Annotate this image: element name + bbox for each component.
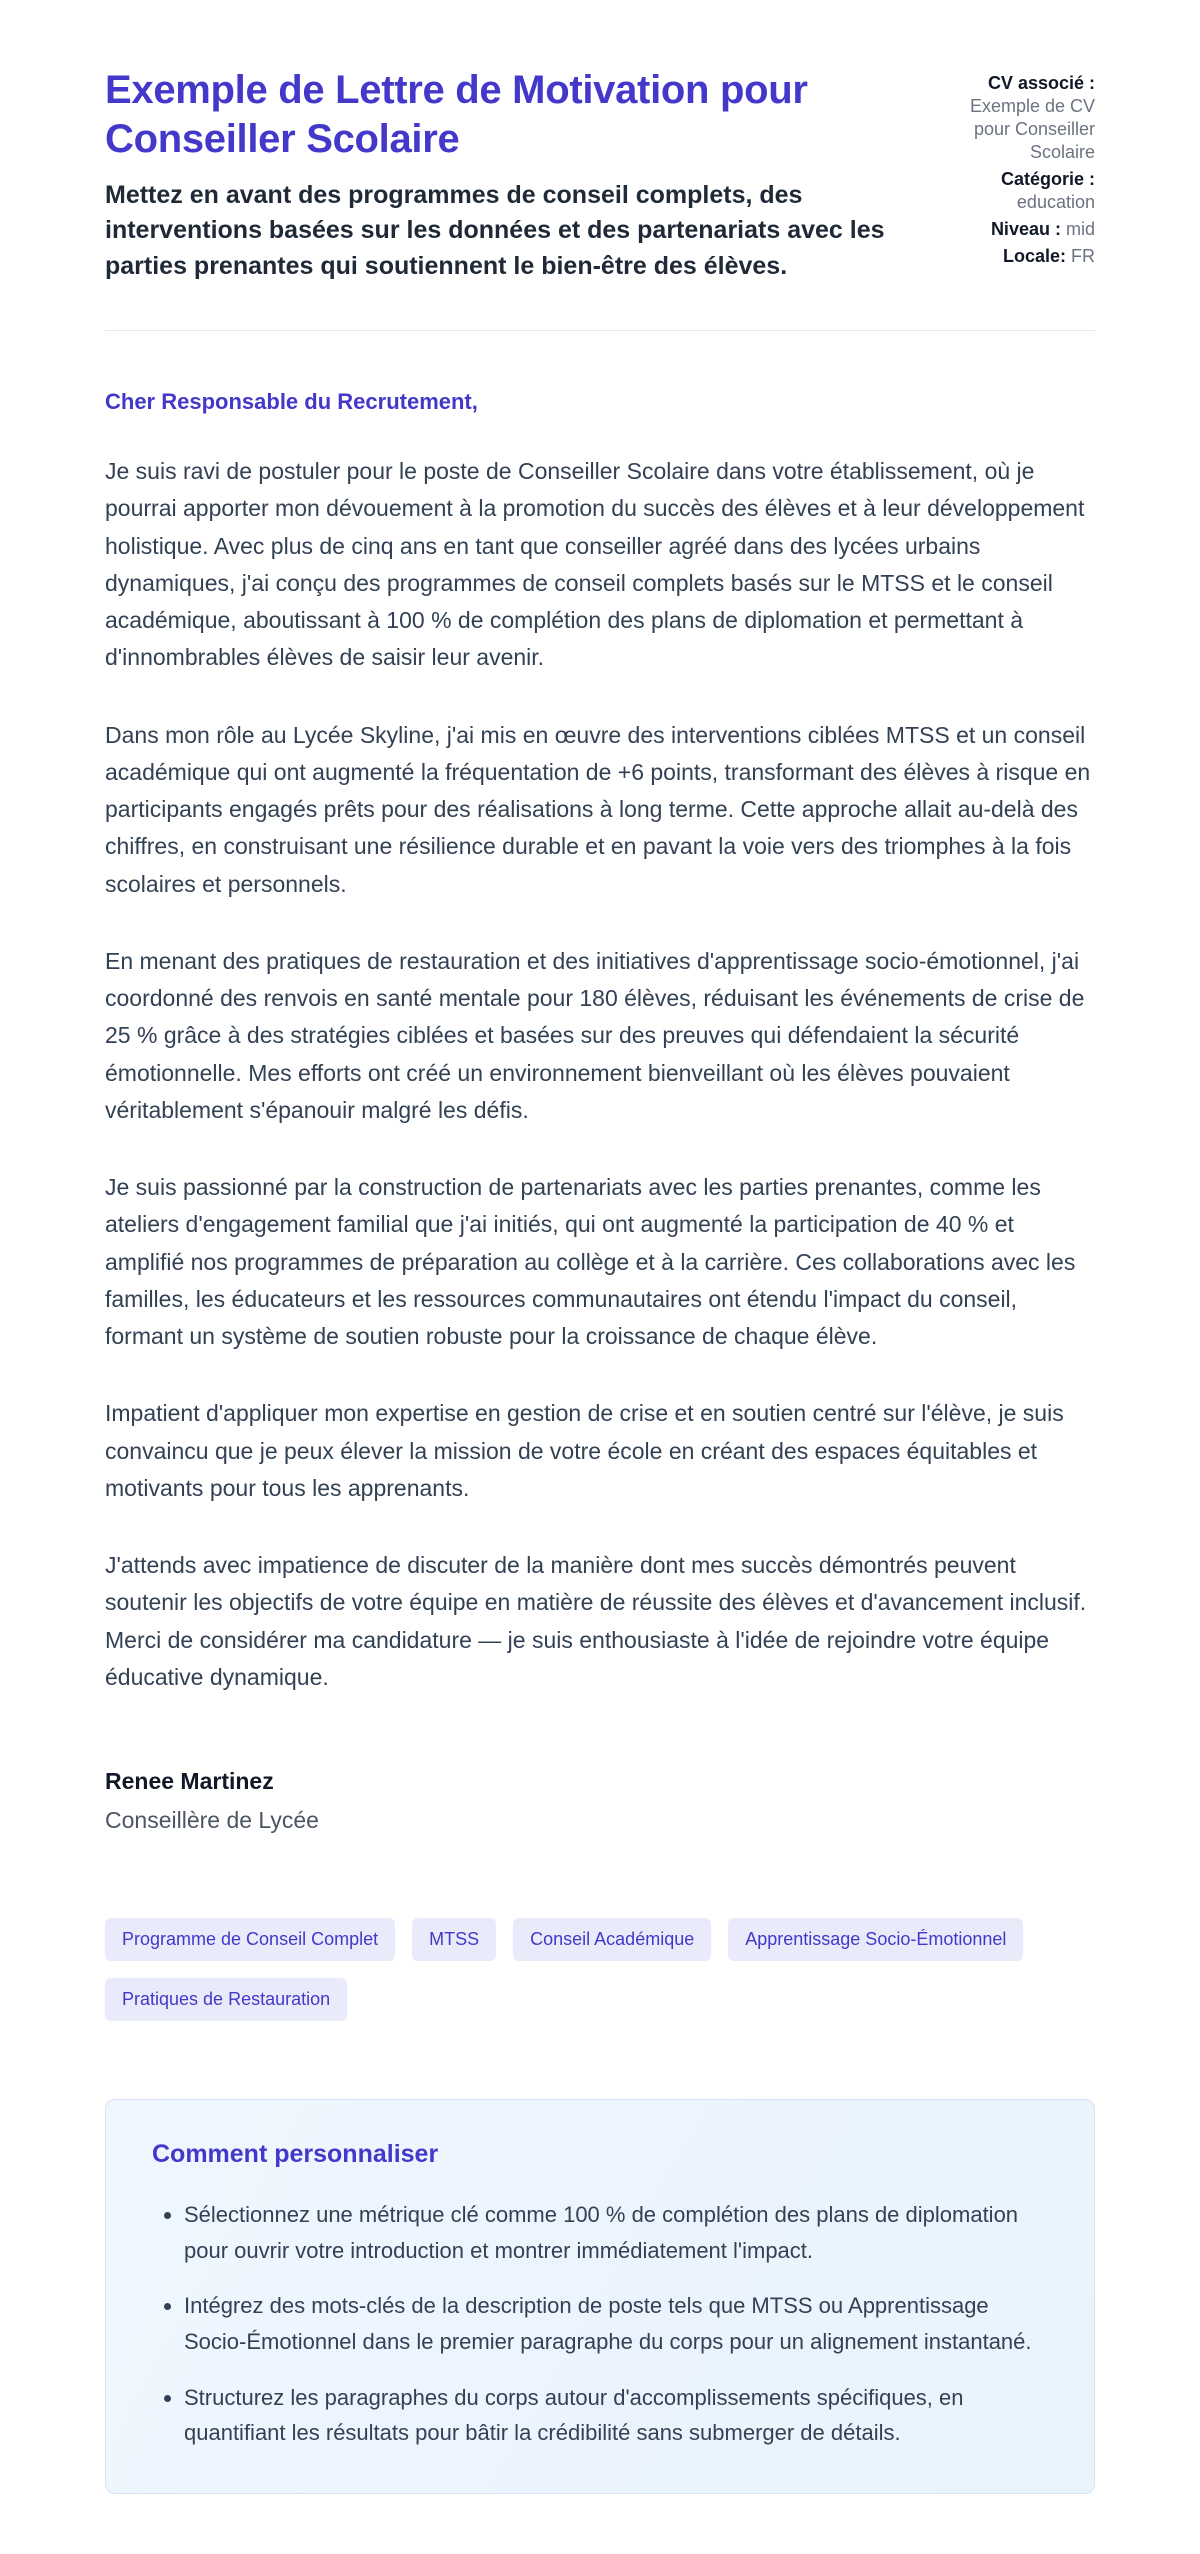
tag-chip[interactable]: Programme de Conseil Complet [105, 1918, 395, 1961]
meta-category-label: Catégorie : [1000, 169, 1095, 190]
tips-list-item: • Structurez les paragraphes du corps autour d'accomplissements spécifiques, en quantifiant les résultats pour bâtir la crédibilité sans submerger de détails. [184, 2380, 1048, 2451]
letter-greeting: Cher Responsable du Recrutement, [105, 389, 478, 415]
tag-chip[interactable]: Pratiques de Restauration [105, 1978, 347, 2021]
letter-paragraph: J'attends avec impatience de discuter de la manière dont mes succès démontrés peuvent soutenir les objectifs de votre équipe en matière de réussite des élèves et d'avancement inclusif. Merci de considérer ma candidature — je suis enthousiaste à l'idée de rejoindre votre équipe éducative dynamique. [105, 1552, 1087, 1690]
customization-tips-callout [105, 2099, 1095, 2494]
meta-locale-label: Locale: [1002, 246, 1066, 267]
signature-name: Renee Martinez [105, 1768, 274, 1795]
header [105, 66, 1095, 284]
letter-paragraph: En menant des pratiques de restauration et des initiatives d'apprentissage socio-émotionnel, j'ai coordonné des renvois en santé mentale pour 180 élèves, réduisant les événements de crise de 25 % grâce à des stratégies ciblées et basées sur des preuves qui défendaient la sécurité émotionnelle. Mes efforts ont créé un environnement bienveillant où les élèves pouvaient véritablement s'épanouir malgré les défis. [105, 947, 1085, 1123]
meta-cv-value: Exemple de CV pour Conseiller Scolaire [969, 96, 1095, 163]
meta-level [937, 218, 1095, 241]
letter-paragraph: Je suis ravi de postuler pour le poste de Conseiller Scolaire dans votre établissement, où je pourrai apporter mon dévouement à la promotion du succès des élèves et à leur développement holistique. Avec plus de cinq ans en tant que conseiller agréé dans des lycées urbains dynamiques, j'ai conçu des programmes de conseil complets basés sur le MTSS et le conseil académique, aboutissant à 100 % de complétion des plans de diplomation et permettant à d'innombrables élèves de saisir leur avenir. [105, 458, 1085, 671]
page-title: Exemple de Lettre de Motivation pour Conseiller Scolaire [105, 68, 808, 161]
tips-list-item: • Sélectionnez une métrique clé comme 100 % de complétion des plans de diplomation pour ouvrir votre introduction et montrer immédiatement l'impact. [184, 2197, 1048, 2268]
tips-list-item: • Intégrez des mots-clés de la description de poste tels que MTSS ou Apprentissage Socio-Émotionnel dans le premier paragraphe du corps pour un alignement instantané. [184, 2288, 1048, 2359]
tag-chip[interactable]: Apprentissage Socio-Émotionnel [728, 1918, 1023, 1961]
tips-title: Comment personnaliser [152, 2140, 439, 2169]
tips-list [152, 2197, 1048, 2451]
letter-paragraph: Impatient d'appliquer mon expertise en gestion de crise et en soutien centré sur l'élève, je suis convaincu que je peux élever la mission de votre école en créant des espaces équitables et motivants pour tous les apprenants. [105, 1400, 1064, 1501]
header-left [105, 66, 897, 284]
letter-paragraph: Dans mon rôle au Lycée Skyline, j'ai mis en œuvre des interventions ciblées MTSS et un conseil académique qui ont augmenté la fréquentation de +6 points, transformant des élèves à risque en participants engagés prêts pour des réalisations à long terme. Cette approche allait au-delà des chiffres, en construisant une résilience durable et en pavant la voie vers des triomphes à la fois scolaires et personnels. [105, 721, 1091, 897]
meta-locale [937, 245, 1095, 268]
meta-level-value: mid [1065, 219, 1095, 240]
meta-locale-value: FR [1071, 246, 1095, 267]
letter-paragraph: Je suis passionné par la construction de partenariats avec les parties prenantes, comme les ateliers d'engagement familial que j'ai initiés, qui ont augmenté la participation de 40 % et amplifié nos programmes de préparation au collège et à la carrière. Ces collaborations avec les familles, les éducateurs et les ressources communautaires ont étendu l'impact du conseil, formant un système de soutien robuste pour la croissance de chaque élève. [105, 1174, 1076, 1350]
signature-role: Conseillère de Lycée [105, 1807, 319, 1834]
meta-associated-cv [937, 72, 1095, 164]
page-subtitle: Mettez en avant des programmes de conseil complets, des interventions basées sur les données et des partenariats avec les parties prenantes qui soutiennent le bien-être des élèves. [105, 180, 885, 280]
tag-chip[interactable]: MTSS [412, 1918, 496, 1961]
meta-category-value: education [1016, 192, 1095, 213]
page-container [105, 0, 1095, 2554]
tag-list [105, 1918, 1095, 2021]
meta-panel [937, 66, 1095, 272]
meta-level-label: Niveau : [990, 219, 1061, 240]
letter-body [105, 389, 1095, 1834]
meta-cv-label: CV associé : [987, 73, 1095, 93]
tag-chip[interactable]: Conseil Académique [513, 1918, 711, 1961]
meta-category [937, 168, 1095, 214]
header-divider [105, 330, 1095, 331]
